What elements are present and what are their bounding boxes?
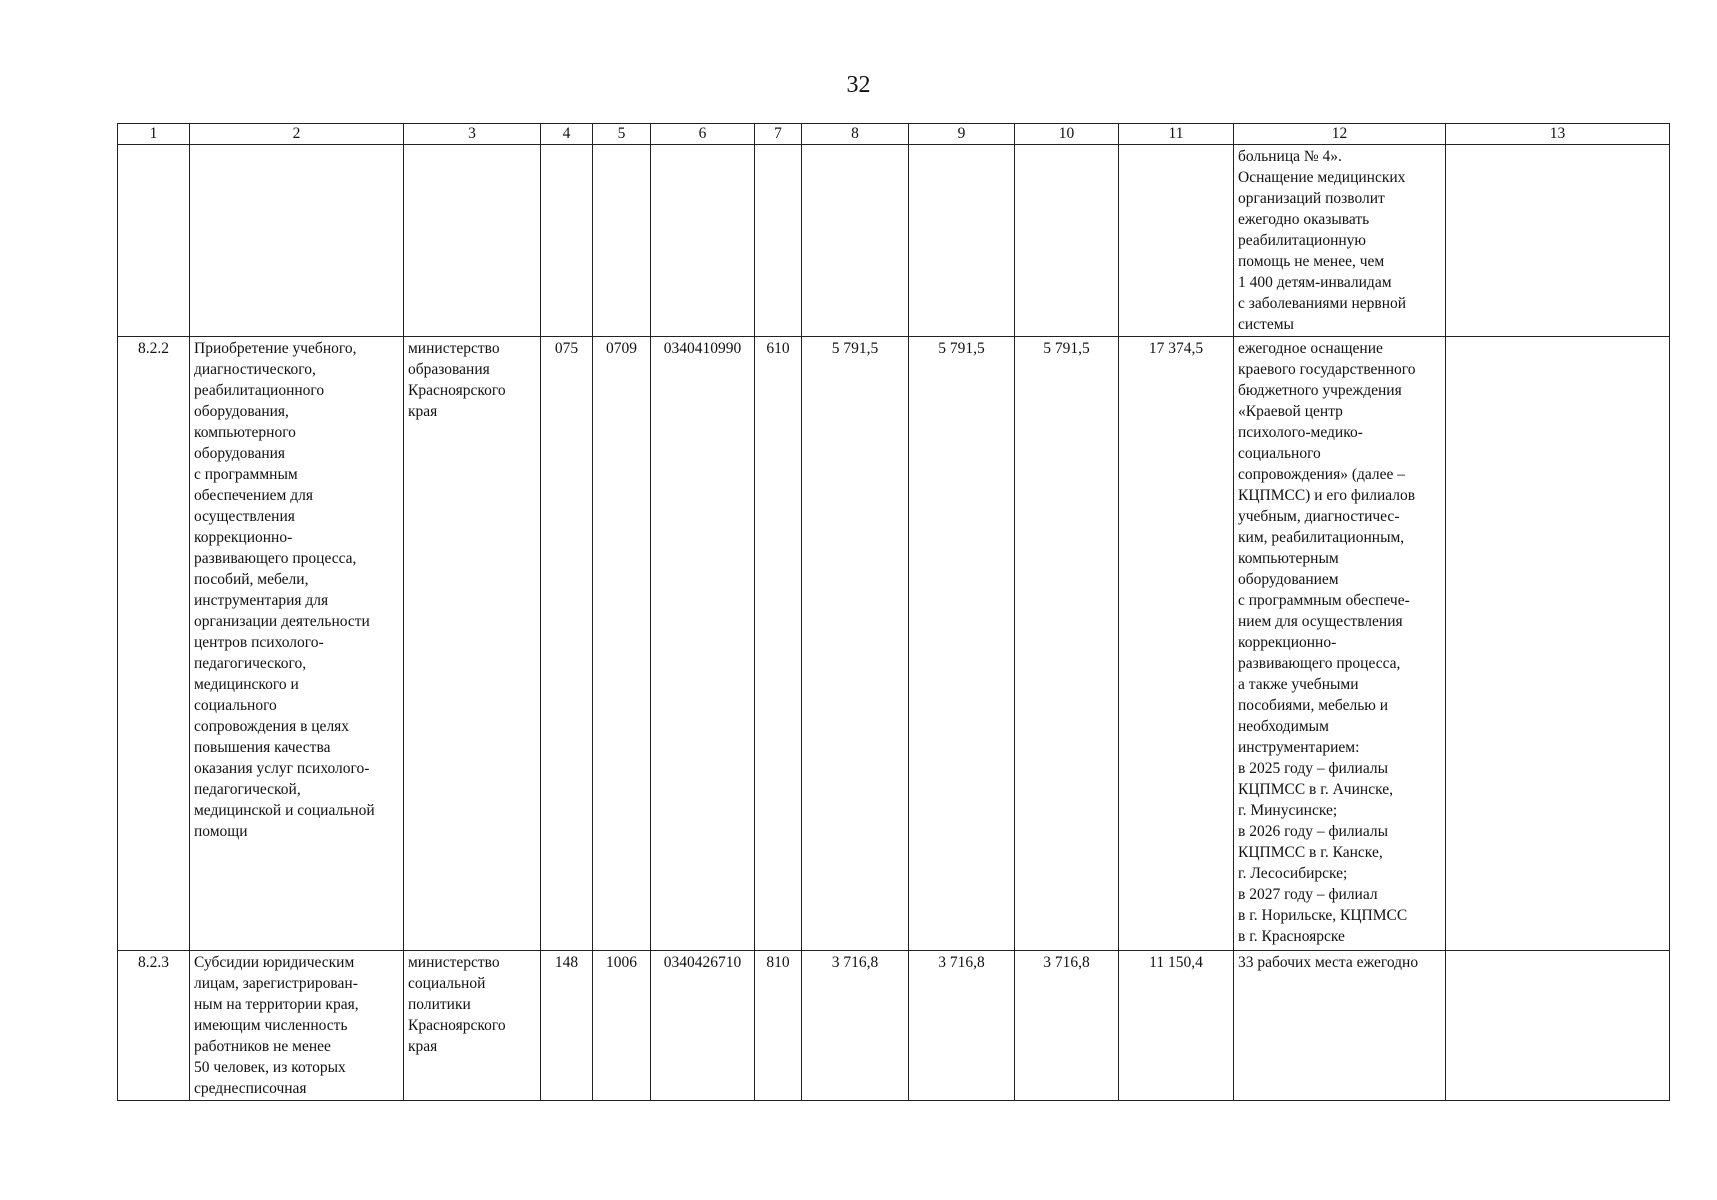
item-value-col9 [909,145,1015,337]
item-expense-code: 810 [755,951,802,1101]
item-value-col9: 3 716,8 [909,951,1015,1101]
column-number: 9 [909,124,1015,145]
item-result: 33 рабочих места ежегодно [1234,951,1446,1101]
item-note [1446,951,1670,1101]
table-row [118,145,1670,337]
column-number-row [118,124,1670,145]
column-number: 1 [118,124,190,145]
item-value-total: 17 374,5 [1119,337,1234,951]
column-number: 5 [593,124,651,145]
item-value-col10 [1015,145,1119,337]
item-note [1446,145,1670,337]
item-target-code: 0340410990 [651,337,755,951]
item-section-code: 0709 [593,337,651,951]
item-name [190,145,404,337]
item-value-total: 11 150,4 [1119,951,1234,1101]
column-number: 13 [1446,124,1670,145]
column-number: 8 [802,124,909,145]
column-number: 4 [541,124,593,145]
column-number: 11 [1119,124,1234,145]
item-number: 8.2.2 [118,337,190,951]
item-value-col8: 5 791,5 [802,337,909,951]
item-responsible: министерство социальной политики Красноярского края [404,951,541,1101]
item-name: Субсидии юридическим лицам, зарегистрирован- ным на территории края, имеющим численность работников не менее 50 человек, из которых среднесписочная [190,951,404,1101]
item-grbs-code: 148 [541,951,593,1101]
column-number: 2 [190,124,404,145]
item-grbs-code: 075 [541,337,593,951]
column-number: 6 [651,124,755,145]
item-value-col10: 3 716,8 [1015,951,1119,1101]
item-note [1446,337,1670,951]
item-result: больница № 4». Оснащение медицинских организаций позволит ежегодно оказывать реабилитационную помощь не менее, чем 1 400 детям-инвалидам с заболеваниями нервной системы [1234,145,1446,337]
item-value-col10: 5 791,5 [1015,337,1119,951]
column-number: 7 [755,124,802,145]
item-result: ежегодное оснащение краевого государственного бюджетного учреждения «Краевой центр психолого-медико- социального сопровождения» (далее – КЦПМСС) и его филиалов учебным, диагностичес- ким, реабилитационным, компьютерным оборудованием с программным обеспече- нием для осуществления коррекционно- развивающего процесса, а также учебными пособиями, мебелью и необходимым инструментарием: в 2025 году – филиалы КЦПМСС в г. Ачинске, г. Минусинске; в 2026 году – филиалы КЦПМСС в г. Канске, г. Лесосибирске; в 2027 году – филиал в г. Норильске, КЦПМСС в г. Красноярске [1234,337,1446,951]
table-row [118,337,1670,951]
item-name: Приобретение учебного, диагностического, реабилитационного оборудования, компьютерного оборудования с программным обеспечением для осуществления коррекционно- развивающего процесса, пособий, мебели, инструментария для организации деятельности центров психолого- педагогического, медицинского и социального сопровождения в целях повышения качества оказания услуг психолого- педагогической, медицинской и социальной помощи [190,337,404,951]
column-number: 12 [1234,124,1446,145]
item-responsible: министерство образования Красноярского края [404,337,541,951]
data-table [117,123,1670,1101]
item-number [118,145,190,337]
item-target-code: 0340426710 [651,951,755,1101]
item-grbs-code [541,145,593,337]
item-value-col9: 5 791,5 [909,337,1015,951]
table-row [118,951,1670,1101]
item-value-col8 [802,145,909,337]
item-value-total [1119,145,1234,337]
item-expense-code: 610 [755,337,802,951]
item-value-col8: 3 716,8 [802,951,909,1101]
item-target-code [651,145,755,337]
page-number: 32 [846,72,871,98]
item-section-code: 1006 [593,951,651,1101]
item-number: 8.2.3 [118,951,190,1101]
item-responsible [404,145,541,337]
column-number: 10 [1015,124,1119,145]
item-expense-code [755,145,802,337]
column-number: 3 [404,124,541,145]
item-section-code [593,145,651,337]
